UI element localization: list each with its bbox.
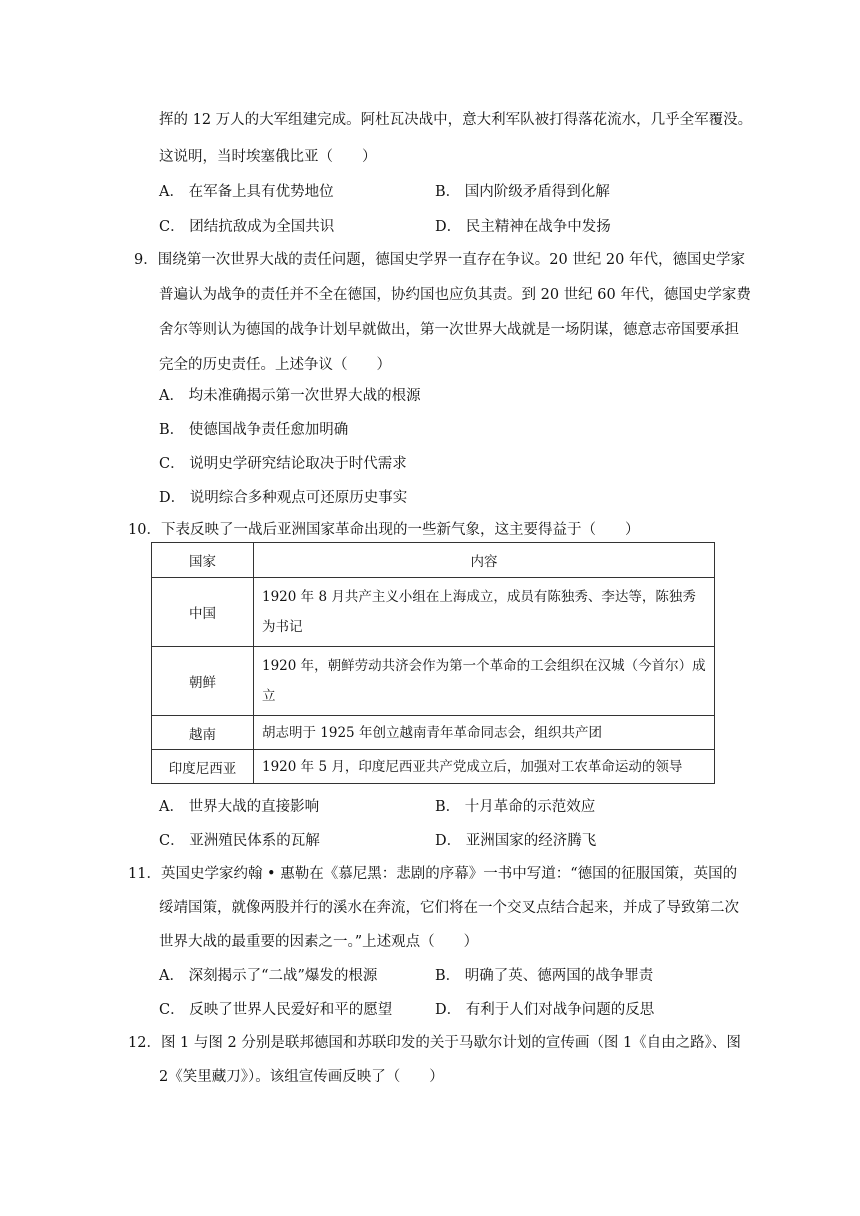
table-header-country: 国家	[152, 543, 254, 578]
q9-stem-line-3: 舍尔等则认为德国的战争计划早就做出，第一次世界大战就是一场阴谋，德意志帝国要承担	[159, 322, 739, 338]
q8-option-d[interactable]: D． 民主精神在战争中发扬	[435, 219, 611, 235]
q9-option-b[interactable]: B． 使德国战争责任愈加明确	[159, 422, 349, 438]
q9-stem-line-4: 完全的历史责任。上述争议（ ）	[159, 357, 391, 373]
q8-option-a[interactable]: A． 在军备上具有优势地位	[159, 184, 334, 200]
q10-table	[151, 542, 715, 784]
table-cell-content: 1920 年 5 月，印度尼西亚共产党成立后，加强对工农革命运动的领导	[254, 750, 715, 784]
q11-stem-line-3: 世界大战的最重要的因素之一。”上述观点（ ）	[159, 934, 479, 950]
table-cell-content: 胡志明于 1925 年创立越南青年革命同志会，组织共产团	[254, 716, 715, 750]
table-cell-country: 中国	[152, 578, 254, 647]
q11-option-a[interactable]: A． 深刻揭示了“二战”爆发的根源	[159, 968, 378, 984]
q12-stem-line-2: 2《笑里藏刀》）。该组宣传画反映了（ ）	[159, 1069, 444, 1085]
table-row	[152, 750, 715, 784]
table-row	[152, 716, 715, 750]
q11-option-d[interactable]: D． 有利于人们对战争问题的反思	[435, 1002, 655, 1018]
q8-stem-line-2: 这说明，当时埃塞俄比亚（ ）	[159, 149, 377, 165]
q9-option-d[interactable]: D． 说明综合多种观点可还原历史事实	[159, 490, 408, 506]
q8-option-c[interactable]: C． 团结抗敌成为全国共识	[159, 219, 335, 235]
table-row	[152, 578, 715, 647]
q11-option-c[interactable]: C． 反映了世界人民爱好和平的愿望	[159, 1002, 393, 1018]
table-cell-country: 印度尼西亚	[152, 750, 254, 784]
table-row	[152, 647, 715, 716]
q8-option-b[interactable]: B． 国内阶级矛盾得到化解	[435, 184, 610, 200]
q10-option-a[interactable]: A． 世界大战的直接影响	[159, 799, 320, 815]
q9-option-a[interactable]: A． 均未准确揭示第一次世界大战的根源	[159, 388, 421, 404]
table-cell-country: 越南	[152, 716, 254, 750]
q9-stem-line-1: 9．围绕第一次世界大战的责任问题，德国史学界一直存在争议。20 世纪 20 年代，德国史学家	[134, 252, 745, 268]
q9-stem-line-2: 普遍认为战争的责任并不全在德国，协约国也应负其责。到 20 世纪 60 年代，德国史学家费	[159, 287, 751, 303]
q10-option-b[interactable]: B． 十月革命的示范效应	[435, 799, 596, 815]
q11-stem-line-2: 绥靖国策，就像两股并行的溪水在奔流，它们将在一个交叉点结合起来，并成了导致第二次	[159, 900, 739, 916]
q9-option-c[interactable]: C． 说明史学研究结论取决于时代需求	[159, 456, 407, 472]
q11-option-b[interactable]: B． 明确了英、德两国的战争罪责	[435, 968, 654, 984]
table-cell-content: 1920 年 8 月共产主义小组在上海成立，成员有陈独秀、李达等，陈独秀为书记	[254, 578, 715, 647]
q10-stem: 10．下表反映了一战后亚洲国家革命出现的一些新气象，这主要得益于（ ）	[128, 522, 640, 538]
q12-stem-line-1: 12．图 1 与图 2 分别是联邦德国和苏联印发的关于马歇尔计划的宣传画（图 1《自由之路》、图	[128, 1035, 741, 1051]
q10-option-c[interactable]: C． 亚洲殖民体系的瓦解	[159, 833, 320, 849]
table-header-content: 内容	[254, 543, 715, 578]
q11-stem-line-1: 11．英国史学家约翰 • 惠勒在《慕尼黑：悲剧的序幕》一书中写道：“德国的征服国策，英国的	[128, 866, 738, 882]
table-cell-content: 1920 年，朝鲜劳动共济会作为第一个革命的工会组织在汉城（今首尔）成立	[254, 647, 715, 716]
q10-option-d[interactable]: D． 亚洲国家的经济腾飞	[435, 833, 597, 849]
table-cell-country: 朝鲜	[152, 647, 254, 716]
q8-stem-line-1: 挥的 12 万人的大军组建完成。阿杜瓦决战中，意大利军队被打得落花流水，几乎全军覆没。	[159, 112, 753, 128]
table-header-row	[152, 543, 715, 578]
